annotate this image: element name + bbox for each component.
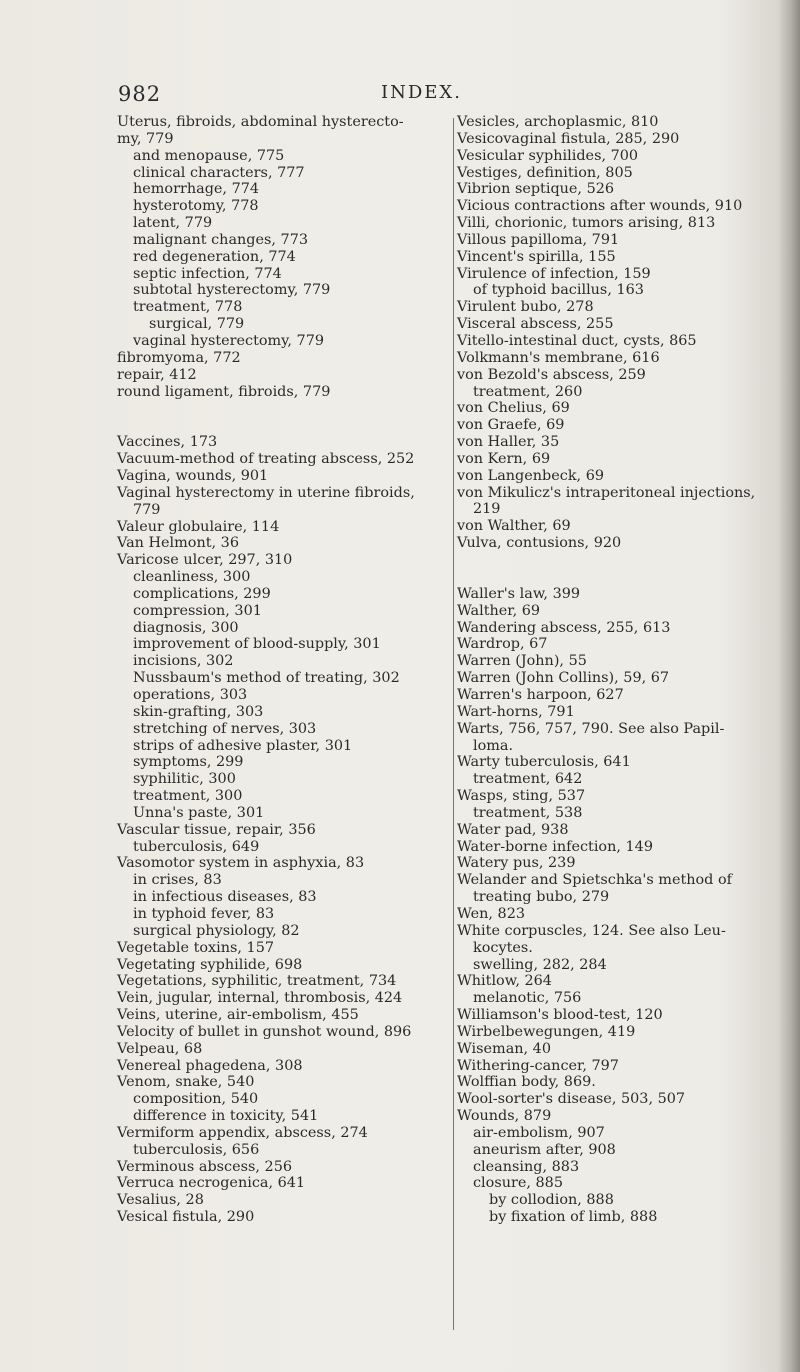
index-entry: von Langenbeck, 69 [457, 467, 605, 484]
index-entry: Vacuum-method of treating abscess, 252 [117, 451, 415, 468]
index-entry: von Haller, 35 [457, 434, 560, 451]
index-column-right [457, 114, 762, 1226]
index-subentry: in typhoid fever, 83 [133, 905, 275, 922]
index-entry: White corpuscles, 124. See also Leu- [457, 922, 726, 939]
index-subentry: and menopause, 775 [133, 147, 285, 164]
index-entry: Water pad, 938 [457, 821, 569, 838]
index-entry: Vulva, contusions, 920 [457, 535, 622, 552]
index-entry: Wen, 823 [457, 905, 526, 922]
index-subentry: in infectious diseases, 83 [133, 889, 317, 906]
index-subentry: difference in toxicity, 541 [133, 1108, 319, 1125]
index-subentry: air-embolism, 907 [473, 1124, 605, 1141]
index-subentry: tuberculosis, 656 [133, 1141, 260, 1158]
index-entry: Villous papilloma, 791 [457, 231, 620, 248]
index-subentry: aneurism after, 908 [473, 1141, 616, 1158]
index-subentry: clinical characters, 777 [133, 164, 305, 181]
index-entry: Walther, 69 [457, 602, 541, 619]
index-entry: Verruca necrogenica, 641 [117, 1175, 306, 1192]
index-subentry: composition, 540 [133, 1091, 259, 1108]
index-entry: Vesalius, 28 [117, 1192, 204, 1209]
index-entry: Verminous abscess, 256 [117, 1158, 293, 1175]
index-entry: Vesicles, archoplasmic, 810 [457, 114, 659, 130]
index-subentry: incisions, 302 [133, 653, 234, 670]
index-subentry: surgical physiology, 82 [133, 922, 300, 939]
index-subentry: 219 [473, 501, 501, 518]
index-entry: Venom, snake, 540 [117, 1074, 255, 1091]
index-entry: Wool-sorter's disease, 503, 507 [457, 1091, 686, 1108]
index-entry: Vaginal hysterectomy in uterine fibroids, [117, 484, 415, 501]
index-entry: Wandering abscess, 255, 613 [457, 619, 671, 636]
index-entry: Van Helmont, 36 [117, 535, 239, 552]
index-entry: Velocity of bullet in gunshot wound, 896 [117, 1023, 412, 1040]
index-subentry: red degeneration, 774 [133, 248, 296, 265]
index-subentry: swelling, 282, 284 [473, 956, 607, 973]
index-entry: Waller's law, 399 [457, 585, 581, 602]
index-subentry: in crises, 83 [133, 872, 222, 889]
index-entry: Vegetating syphilide, 698 [117, 956, 303, 973]
index-subentry: melanotic, 756 [473, 990, 582, 1007]
page-edge-shadow [778, 0, 800, 1372]
index-entry: Vegetable toxins, 157 [117, 939, 275, 956]
index-entry: von Graefe, 69 [457, 417, 565, 434]
index-entry: von Walther, 69 [457, 518, 571, 535]
index-subentry: strips of adhesive plaster, 301 [133, 737, 353, 754]
index-entry: Wolffian body, 869. [457, 1074, 596, 1091]
column-divider [453, 118, 454, 1330]
index-entry: Wart-horns, 791 [457, 703, 575, 720]
index-entry: Vagina, wounds, 901 [117, 468, 269, 485]
index-entry: round ligament, fibroids, 779 [117, 383, 331, 400]
index-subentry: of typhoid bacillus, 163 [473, 282, 644, 299]
index-subentry: improvement of blood-supply, 301 [133, 636, 381, 653]
index-entry: Withering-cancer, 797 [457, 1057, 619, 1074]
index-subentry: subtotal hysterectomy, 779 [133, 282, 331, 299]
index-entry: Warren's harpoon, 627 [457, 687, 624, 703]
index-entry: Vermiform appendix, abscess, 274 [117, 1124, 368, 1141]
index-entry: Vestiges, definition, 805 [457, 164, 633, 181]
index-subentry: treatment, 538 [473, 804, 583, 821]
index-entry: Warren (John), 55 [457, 653, 587, 670]
index-entry: Wiseman, 40 [457, 1040, 551, 1057]
index-entry: Vascular tissue, repair, 356 [117, 821, 316, 838]
index-subentry: by collodion, 888 [489, 1192, 614, 1209]
index-subentry: skin-grafting, 303 [133, 703, 264, 720]
index-entry: repair, 412 [117, 366, 197, 383]
index-entry: von Kern, 69 [457, 450, 551, 467]
index-subentry: treatment, 778 [133, 299, 243, 316]
index-entry: Vibrion septique, 526 [457, 181, 615, 198]
index-subentry: operations, 303 [133, 687, 248, 703]
index-entry: Watery pus, 239 [457, 855, 576, 872]
index-entry: Vein, jugular, internal, thrombosis, 424 [117, 990, 403, 1007]
index-entry: Volkmann's membrane, 616 [457, 349, 660, 366]
index-entry: Vasomotor system in asphyxia, 83 [117, 855, 365, 872]
index-entry: Warren (John Collins), 59, 67 [457, 670, 670, 687]
index-subentry: Unna's paste, 301 [133, 804, 265, 821]
index-subentry: complications, 299 [133, 585, 271, 602]
index-subentry: hemorrhage, 774 [133, 181, 260, 198]
index-subentry: closure, 885 [473, 1175, 563, 1192]
index-subentry: 779 [133, 501, 161, 518]
index-column-left [117, 114, 447, 1226]
index-subentry: septic infection, 774 [133, 265, 282, 282]
index-entry: Venereal phagedena, 308 [117, 1057, 303, 1074]
index-subentry: malignant changes, 773 [133, 231, 309, 248]
index-entry: Visceral abscess, 255 [457, 316, 614, 333]
index-entry: Uterus, fibroids, abdominal hysterecto- [117, 114, 404, 130]
index-subentry: cleanliness, 300 [133, 569, 251, 586]
index-subentry: treatment, 642 [473, 771, 583, 788]
index-entry: Wounds, 879 [457, 1108, 552, 1125]
index-subentry: syphilitic, 300 [133, 771, 236, 788]
index-entry: Vegetations, syphilitic, treatment, 734 [117, 973, 397, 990]
index-subentry: treating bubo, 279 [473, 889, 610, 906]
index-entry: Wasps, sting, 537 [457, 788, 586, 805]
index-subentry: latent, 779 [133, 215, 213, 232]
index-entry: my, 779 [117, 130, 174, 147]
index-subentry: diagnosis, 300 [133, 619, 239, 636]
index-subentry: by fixation of limb, 888 [489, 1209, 658, 1226]
index-entry: Water-borne infection, 149 [457, 838, 653, 855]
index-entry: Williamson's blood-test, 120 [457, 1007, 663, 1024]
index-entry: Vincent's spirilla, 155 [457, 248, 616, 265]
index-subentry: cleansing, 883 [473, 1158, 580, 1175]
index-entry: Warty tuberculosis, 641 [457, 754, 631, 771]
index-entry: Whitlow, 264 [457, 973, 552, 990]
running-head: INDEX. [381, 82, 462, 103]
index-entry: Valeur globulaire, 114 [117, 518, 280, 535]
index-entry: Velpeau, 68 [117, 1040, 203, 1057]
index-subentry: loma. [473, 737, 514, 754]
index-subentry: vaginal hysterectomy, 779 [133, 332, 325, 349]
index-entry: Villi, chorionic, tumors arising, 813 [457, 215, 716, 232]
index-entry: von Chelius, 69 [457, 400, 570, 417]
index-entry: Vesicular syphilides, 700 [457, 147, 639, 164]
index-entry: Veins, uterine, air-embolism, 455 [117, 1007, 359, 1024]
index-subentry: hysterotomy, 778 [133, 198, 259, 215]
index-entry: von Mikulicz's intraperitoneal injections, [457, 484, 756, 501]
index-entry: Vesicovaginal fistula, 285, 290 [457, 130, 680, 147]
index-subentry: symptoms, 299 [133, 754, 244, 771]
index-entry: Vitello-intestinal duct, cysts, 865 [457, 332, 697, 349]
index-subentry: surgical, 779 [149, 316, 245, 333]
index-entry: Wardrop, 67 [457, 636, 548, 653]
section-gap [117, 400, 447, 434]
index-subentry: tuberculosis, 649 [133, 838, 260, 855]
index-entry: Warts, 756, 757, 790. See also Papil- [457, 720, 725, 737]
index-subentry: kocytes. [473, 939, 533, 956]
section-gap [457, 552, 762, 586]
index-entry: Vaccines, 173 [117, 434, 218, 451]
index-entry: Welander and Spietschka's method of [457, 872, 732, 889]
index-entry: Varicose ulcer, 297, 310 [117, 552, 293, 569]
index-entry: Virulence of infection, 159 [457, 265, 651, 282]
index-subentry: treatment, 300 [133, 788, 243, 805]
index-entry: Vesical fistula, 290 [117, 1209, 255, 1226]
index-entry: fibromyoma, 772 [117, 349, 241, 366]
index-entry: Wirbelbewegungen, 419 [457, 1023, 636, 1040]
page-number: 982 [118, 82, 162, 106]
index-subentry: stretching of nerves, 303 [133, 720, 317, 737]
index-entry: Virulent bubo, 278 [457, 299, 594, 316]
index-subentry: Nussbaum's method of treating, 302 [133, 670, 400, 687]
index-subentry: compression, 301 [133, 602, 262, 619]
page-header [118, 82, 738, 108]
index-entry: Vicious contractions after wounds, 910 [457, 198, 743, 215]
index-entry: von Bezold's abscess, 259 [457, 366, 646, 383]
index-subentry: treatment, 260 [473, 383, 583, 400]
